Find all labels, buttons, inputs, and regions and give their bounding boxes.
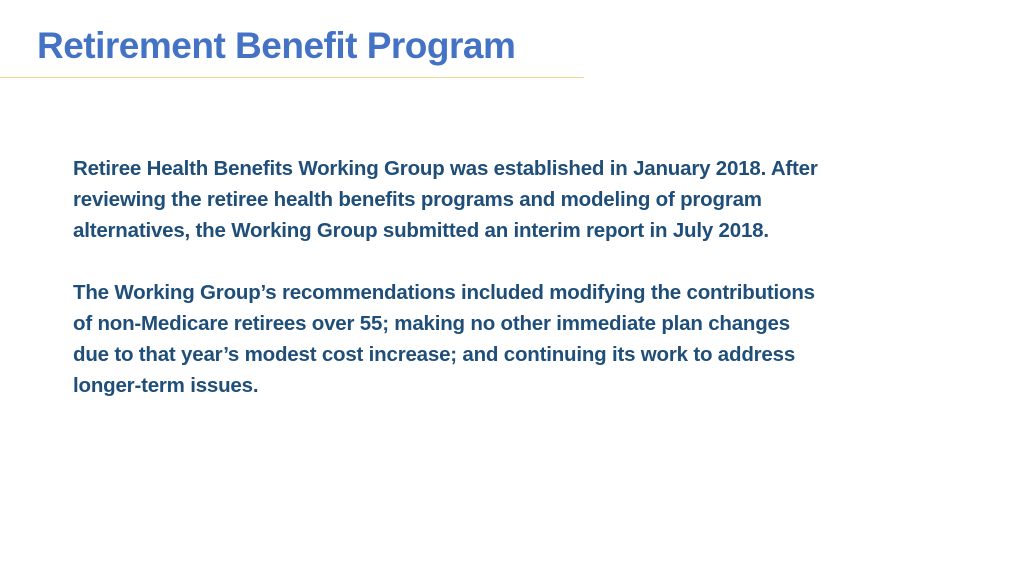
paragraph-line: of non-Medicare retirees over 55; making no other immediate plan changes: [73, 312, 790, 335]
paragraph-line: Retiree Health Benefits Working Group was established in January 2018. After: [73, 157, 818, 180]
paragraph-line: longer-term issues.: [73, 374, 259, 397]
paragraph-line: The Working Group’s recommendations included modifying the contributions: [73, 281, 815, 304]
slide-title: Retirement Benefit Program: [37, 25, 516, 66]
paragraph-working-group-established: [73, 153, 973, 246]
paragraph-recommendations: [73, 277, 973, 401]
slide-body: [73, 153, 973, 401]
paragraph-line: due to that year’s modest cost increase; and continuing its work to address: [73, 343, 796, 366]
paragraph-line: alternatives, the Working Group submitted an interim report in July 2018.: [73, 219, 769, 242]
paragraph-line: reviewing the retiree health benefits programs and modeling of program: [73, 188, 762, 211]
title-underline-rule: [0, 77, 584, 78]
